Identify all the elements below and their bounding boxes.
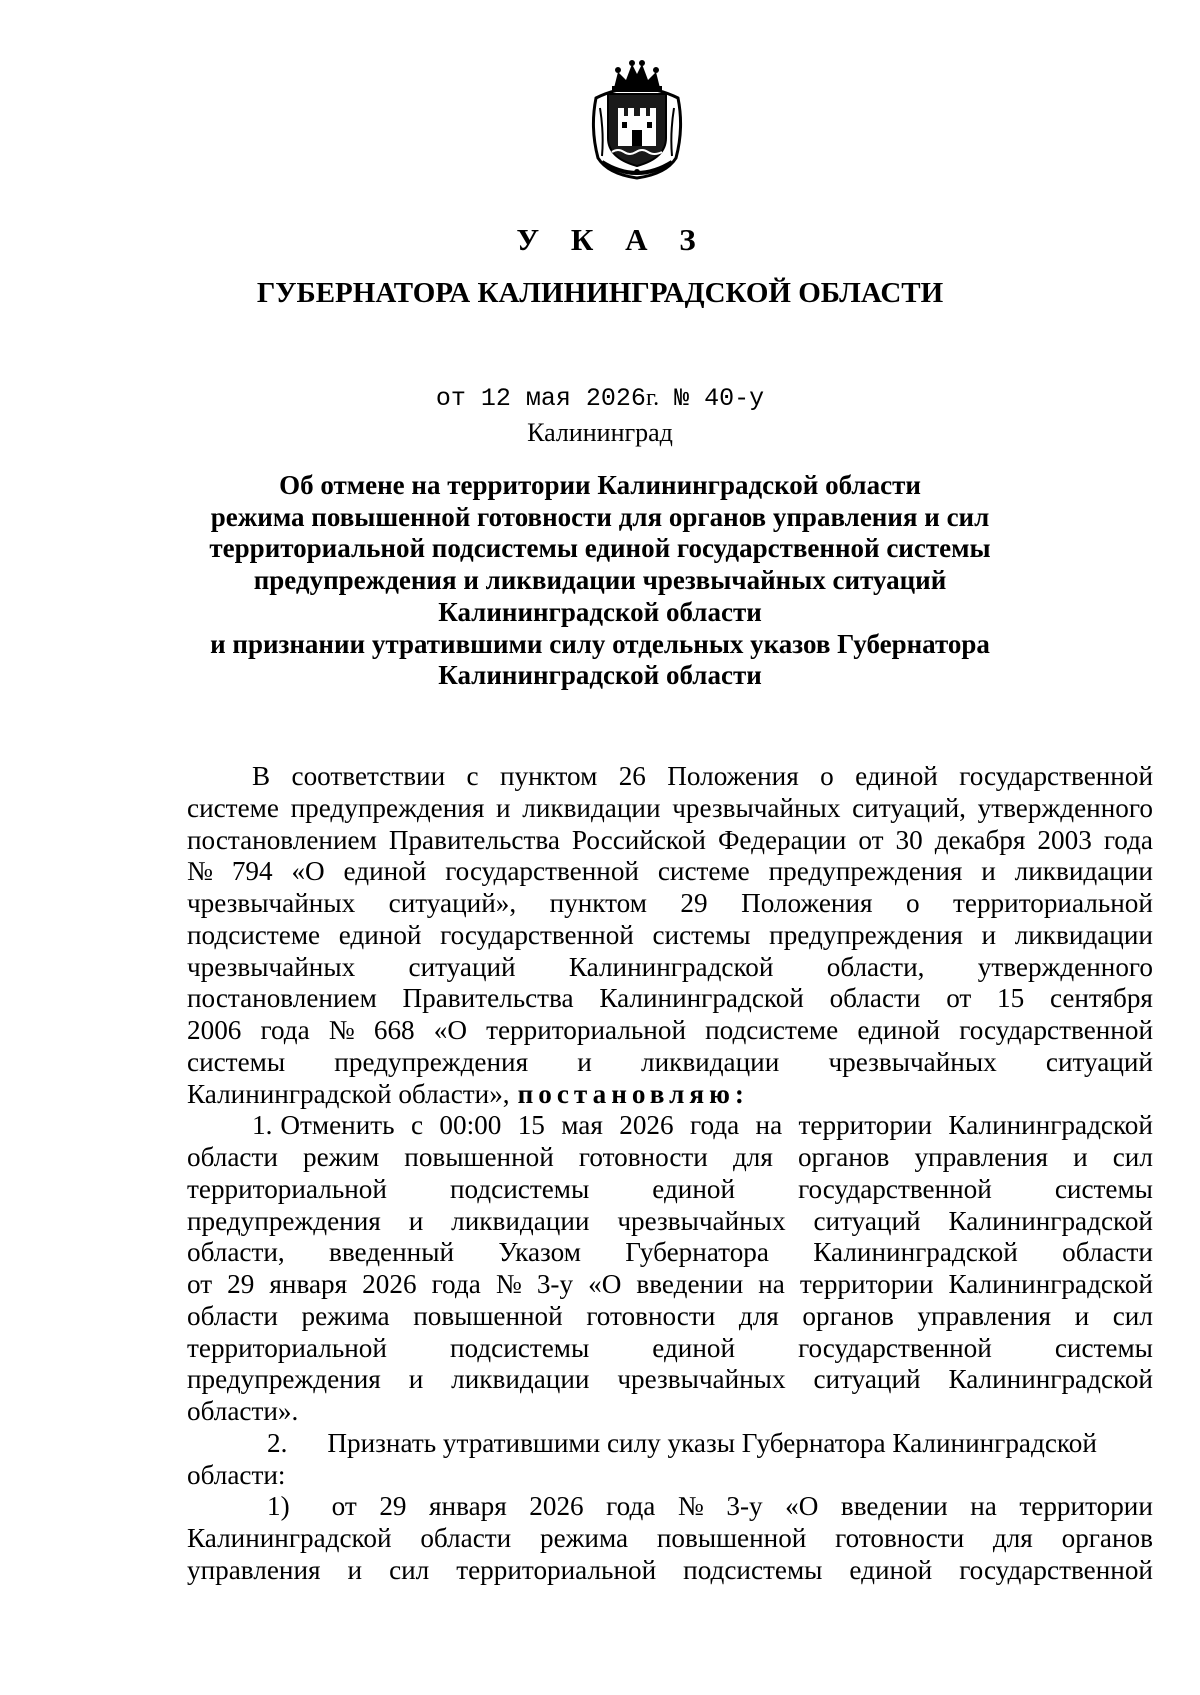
body-word: 29 [680, 888, 708, 918]
body-word: Российской [571, 824, 706, 855]
body-line [187, 1206, 1153, 1238]
body-line [187, 920, 1153, 952]
heading-line: и признании утратившими силу отдельных указов Губернатора [210, 628, 990, 659]
body-word: Калининградской [948, 1110, 1153, 1141]
body-word: управления [187, 1554, 321, 1585]
year-suffix: г. [645, 385, 660, 411]
body-word: Калининградской [187, 1523, 392, 1553]
body-word: управления [917, 1300, 1051, 1331]
body-word: подсистеме [705, 1015, 839, 1045]
body-line [332, 1491, 1153, 1523]
body-word: предупреждения [187, 1205, 381, 1236]
body-line [187, 1174, 1153, 1206]
heading-line: Калининградской области [438, 596, 762, 627]
body-word: 3-у [536, 1269, 574, 1299]
body-word: и [1074, 1300, 1090, 1331]
body-line [187, 1237, 1153, 1269]
subitem-1-first-line [187, 1491, 1153, 1523]
body-word: территориальной [187, 1173, 387, 1204]
body-line [187, 1015, 1153, 1047]
body-word: Калининградской [568, 951, 774, 982]
body-word: управления [914, 1142, 1048, 1172]
body-word: и [981, 856, 996, 887]
body-line [187, 1333, 1153, 1365]
body-line [187, 1079, 1153, 1111]
body-word: ликвидации [451, 1364, 590, 1395]
body-word: территориальной [456, 1554, 657, 1585]
body-word: системы [1054, 1332, 1153, 1363]
body-word: территориальной [486, 1015, 686, 1045]
body-word: о [905, 888, 920, 918]
body-word: территории [798, 1110, 933, 1141]
body-word: пунктом [549, 888, 647, 918]
body-word: государственной [959, 761, 1153, 791]
body-word: ситуаций [813, 1205, 921, 1236]
body-word: режим [302, 1142, 380, 1172]
body-word: «О [785, 1491, 819, 1522]
body-word: с [410, 1110, 424, 1141]
subitem-1-number: 1) [267, 1491, 290, 1522]
body-word: № [677, 1491, 704, 1522]
body-word: на [755, 1110, 783, 1141]
body-word: единой [855, 761, 938, 791]
body-word: с [466, 761, 479, 791]
body-word: подсистемы [449, 1332, 590, 1363]
item-2-line [187, 1428, 1153, 1460]
issuer-subtitle: ГУБЕРНАТОРА КАЛИНИНГРАДСКОЙ ОБЛАСТИ [256, 277, 944, 309]
body-word: ситуаций», [388, 888, 517, 918]
body-word: государственной [959, 1015, 1153, 1045]
body-word: ликвидации [1014, 856, 1153, 887]
body-word: введении [840, 1491, 948, 1522]
body-word: подсистеме [187, 919, 321, 950]
body-word: 29 [227, 1269, 255, 1299]
body-word: территории [1019, 1491, 1153, 1522]
body-word: Федерации [717, 824, 847, 855]
body-word: предупреждения [768, 856, 963, 887]
body-word: ситуаций [813, 1364, 921, 1395]
body-word: системе [187, 792, 279, 823]
decree-heading [0, 470, 1200, 692]
document-type-title: У К А З [516, 222, 708, 257]
body-word: предупреждения [290, 792, 485, 823]
body-line [187, 1364, 1153, 1396]
body-word: и [408, 1364, 424, 1395]
body-word: территориальной [953, 888, 1153, 918]
body-word: для [732, 1142, 773, 1172]
body-line [280, 1110, 1153, 1142]
body-word: В [252, 761, 271, 791]
body-word: года [431, 1269, 481, 1299]
body-word: ситуаций [408, 951, 516, 982]
body-word: готовности [835, 1523, 965, 1553]
body-word: Положения [741, 888, 873, 918]
body-word: готовности [578, 1142, 708, 1172]
body-word: Калининградской [813, 1237, 1018, 1268]
body-word: 15 [997, 983, 1025, 1014]
body-word: и [347, 1554, 363, 1585]
body-word: на [970, 1491, 997, 1522]
body-word: единой [338, 919, 422, 950]
body-word: о [820, 761, 834, 791]
body-line [187, 825, 1153, 857]
body-word: системе [657, 856, 750, 887]
body-word: на [758, 1269, 785, 1299]
date-prefix: от [435, 384, 466, 413]
body-word: № [328, 1015, 355, 1045]
body-word: предупреждения [334, 1046, 529, 1077]
body-word: Указом [498, 1237, 581, 1268]
body-word: Калининградской [948, 1364, 1153, 1395]
body-word: повышенной [656, 1523, 807, 1553]
decree-date-line [0, 384, 1200, 413]
body-word: ситуаций [1045, 1046, 1153, 1077]
heading-line: территориальной подсистемы единой государственной системы [209, 533, 991, 564]
body-word: от [858, 824, 884, 855]
body-word: сил [1112, 1300, 1153, 1331]
body-word: соответствии [291, 761, 446, 791]
body-word: области, [187, 1237, 285, 1268]
body-word: года [1103, 824, 1153, 855]
body-word: чрезвычайных [828, 1046, 997, 1077]
body-word: 668 [373, 1015, 415, 1045]
body-word: режима [539, 1523, 629, 1553]
body-word: от [946, 983, 972, 1014]
body-word: 2026 [362, 1269, 417, 1299]
body-word: единой [652, 1332, 736, 1363]
body-word: ситуаций, [852, 792, 966, 823]
body-word: утвержденного [977, 792, 1153, 823]
body-word: 2006 [187, 1015, 242, 1045]
body-word: государственной [798, 1173, 992, 1204]
heading-line: предупреждения и ликвидации чрезвычайных ситуаций [253, 565, 947, 596]
body-line [187, 1555, 1153, 1587]
body-word: области». [187, 1396, 299, 1426]
body-word: января [429, 1491, 507, 1522]
body-word: государственной [445, 856, 639, 887]
body-line [187, 793, 1153, 825]
body-word: повышенной [404, 1142, 554, 1172]
body-word: Положения [667, 761, 799, 791]
body-word: чрезвычайных [617, 1205, 786, 1236]
body-word: единой [652, 1173, 736, 1204]
body-word: единой [343, 856, 427, 887]
body-word: органов [1061, 1523, 1153, 1553]
body-word: подсистемы [683, 1554, 823, 1585]
body-word: органов [802, 1300, 894, 1331]
body-word: чрезвычайных [672, 792, 841, 823]
body-word: территории [799, 1269, 934, 1299]
body-word: для [738, 1300, 779, 1331]
body-word: и [1073, 1142, 1088, 1172]
body-line [187, 1047, 1153, 1079]
body-word: подсистемы [449, 1173, 590, 1204]
item-1-number: 1. [252, 1110, 273, 1141]
decree-verb: постановляю: [517, 1078, 749, 1109]
body-word: от [187, 1269, 213, 1299]
body-word: Калининградской [948, 1205, 1153, 1236]
body-word: Калининградской [948, 1269, 1153, 1299]
body-word: 26 [618, 761, 646, 791]
body-word: 2003 [1037, 824, 1092, 855]
body-word: года [689, 1110, 740, 1141]
body-line [187, 952, 1153, 984]
body-word: «О [291, 856, 325, 887]
body-word: территориальной [187, 1332, 387, 1363]
body-word: режима [301, 1300, 390, 1331]
body-word: утвержденного [977, 951, 1153, 982]
body-word: предупреждения [769, 919, 963, 950]
body-word: единой [857, 1015, 941, 1045]
body-word: «О [588, 1269, 622, 1299]
body-word: пунктом [499, 761, 598, 791]
body-word: органов [797, 1142, 890, 1172]
body-word: Правительства [402, 983, 574, 1014]
body-word: повышенной [413, 1300, 563, 1331]
body-word: 794 [231, 856, 273, 887]
item-2-continuation: области: [187, 1459, 286, 1490]
body-line [187, 1269, 1153, 1301]
body-word: 30 [895, 824, 923, 855]
coat-of-arms-icon [588, 58, 686, 180]
body-word: государственной [440, 919, 634, 950]
body-word: единой [849, 1554, 933, 1585]
body-line [187, 1142, 1153, 1174]
body-word: № [187, 856, 213, 887]
body-word: декабря [934, 824, 1026, 855]
body-word: января [269, 1269, 348, 1299]
body-word: области [187, 1142, 278, 1172]
body-word: государственной [798, 1332, 992, 1363]
body-word: года [606, 1491, 656, 1522]
body-word: № [495, 1269, 522, 1299]
body-word: 2026 [529, 1491, 584, 1522]
body-line [187, 761, 1153, 793]
body-word: области [187, 1300, 278, 1331]
body-word: ликвидации [451, 1205, 590, 1236]
body-word: мая [561, 1110, 603, 1141]
body-word: постановлением [187, 983, 377, 1014]
body-word: Отменить [280, 1110, 395, 1141]
preamble-end: Калининградской области», [187, 1078, 510, 1109]
coat-of-arms-emblem [588, 58, 686, 180]
body-word: для [992, 1523, 1033, 1553]
body-word: чрезвычайных [617, 1364, 786, 1395]
heading-line: Калининградской области [438, 660, 762, 691]
body-word: постановлением [187, 824, 377, 855]
body-word: ликвидации [1014, 919, 1153, 950]
body-word: области [1062, 1237, 1153, 1268]
item-2-text: Признать утратившими силу указы Губернатора Калининградской [327, 1427, 1097, 1458]
body-word: от [331, 1491, 357, 1522]
body-word: сил [389, 1554, 430, 1585]
body-word: и [408, 1205, 424, 1236]
heading-line: Об отмене на территории Калининградской области [279, 470, 921, 500]
body-word: введении [636, 1269, 744, 1299]
body-word: 15 [517, 1110, 545, 1141]
body-word: года [260, 1015, 310, 1045]
body-word: 3-у [726, 1491, 763, 1522]
body-word: Калининградской [599, 983, 804, 1014]
body-word: чрезвычайных [187, 888, 356, 918]
body-line [187, 1301, 1153, 1333]
decree-date: 12 мая 2026 [480, 384, 646, 413]
heading-line: режима повышенной готовности для органов управления и сил [210, 501, 990, 532]
body-word: области [829, 983, 921, 1014]
body-word: и [496, 792, 511, 823]
body-word: системы [187, 1046, 286, 1077]
decree-number: № 40-у [674, 384, 765, 413]
body-word: «О [433, 1015, 467, 1045]
decree-body [187, 761, 1153, 1587]
body-word: 00:00 [439, 1110, 502, 1141]
body-word: ликвидации [522, 792, 661, 823]
body-word: 2026 [619, 1110, 674, 1141]
body-word: предупреждения [187, 1364, 381, 1395]
body-word: введенный [328, 1237, 455, 1268]
body-word: ликвидации [641, 1046, 780, 1077]
body-line [187, 856, 1153, 888]
body-word: государственной [959, 1554, 1153, 1585]
body-word: Губернатора [625, 1237, 769, 1268]
body-line [187, 1396, 1153, 1428]
body-word: системы [1054, 1173, 1153, 1204]
decree-city: Калининград [527, 418, 673, 447]
body-word: и [981, 919, 997, 950]
body-word: области, [826, 951, 925, 982]
body-line [187, 983, 1153, 1015]
body-word: 29 [379, 1491, 407, 1522]
body-word: и [577, 1046, 592, 1077]
body-line [187, 888, 1153, 920]
body-word: области [420, 1523, 512, 1553]
body-word: готовности [586, 1300, 716, 1331]
body-word: сентября [1049, 983, 1153, 1014]
body-word: системы [652, 919, 751, 950]
body-word: сил [1112, 1142, 1153, 1172]
item-1-first-line [187, 1110, 1153, 1142]
body-line [187, 1523, 1153, 1555]
body-word: Правительства [388, 824, 560, 855]
item-2-number: 2. [267, 1427, 288, 1458]
body-word: чрезвычайных [187, 951, 356, 982]
